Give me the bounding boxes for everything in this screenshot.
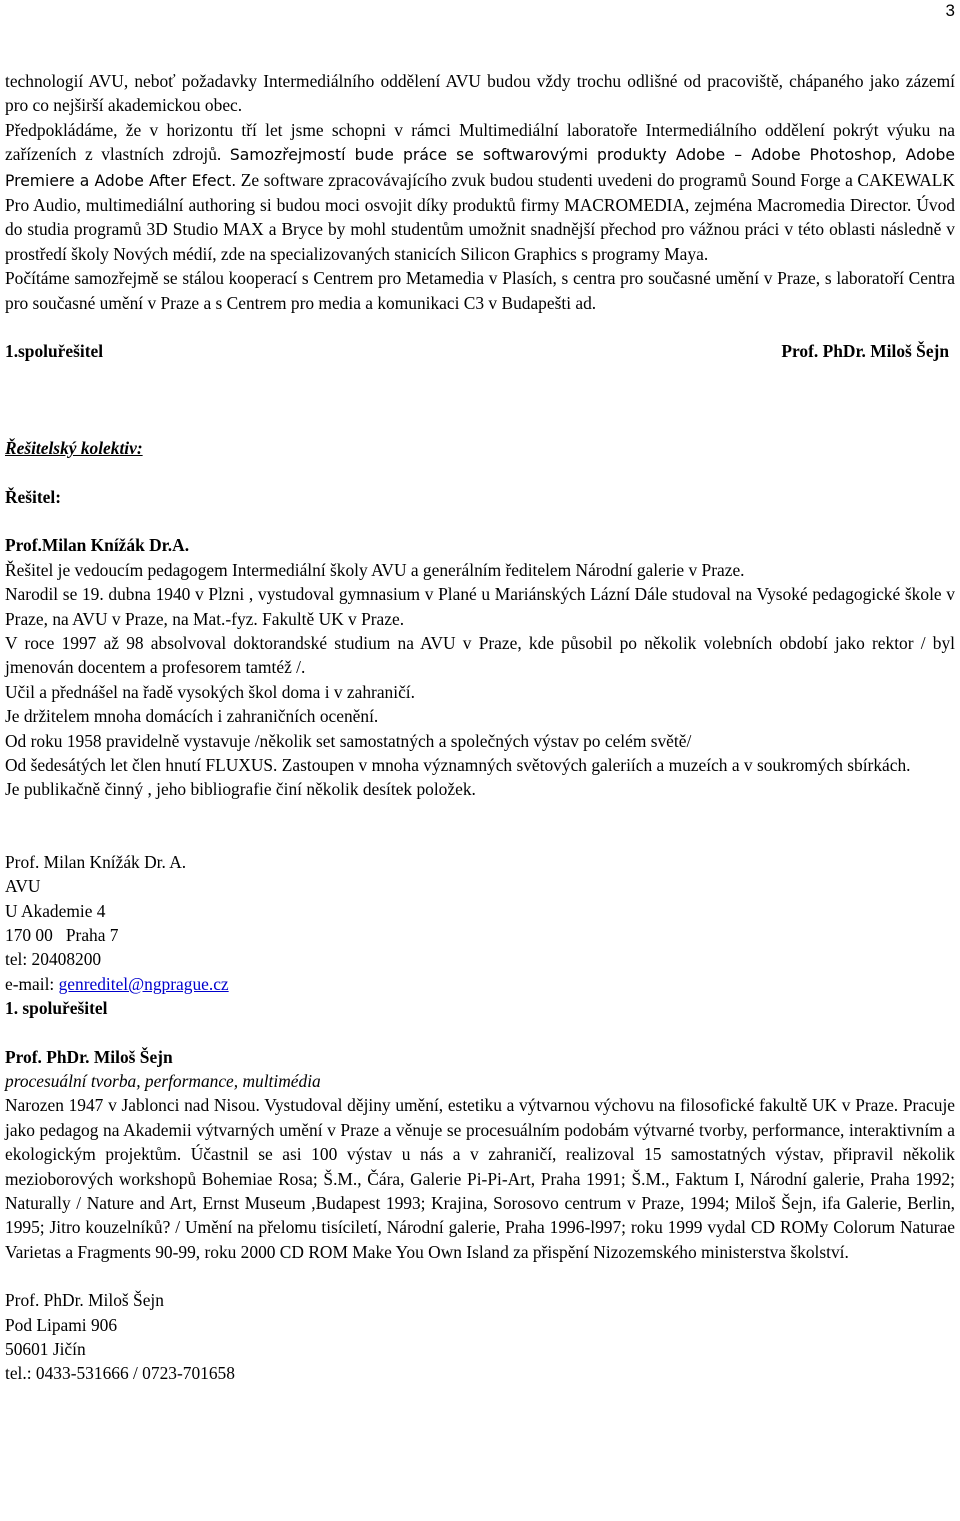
contact2-tel: tel.: 0433-531666 / 0723-701658 (5, 1363, 235, 1384)
contact1-city: 170 00 Praha 7 (5, 924, 119, 945)
solver-bio-line-6: Od roku 1958 pravidelně vystavuje /několik set samostatných a společných výstav po celém světě/ (5, 730, 692, 751)
solver-name: Prof.Milan Knížák Dr.A. (5, 535, 190, 556)
solver-bio-line-7: Od šedesátých let člen hnutí FLUXUS. Zastoupen v mnoha významných světových galeriích a muzeích a v soukromých sbírkách. (5, 754, 911, 775)
solver-bio-line-3: V roce 1997 až 98 absolvoval doktorandské studium na AVU v Praze, kde působil po několik volebních období jako rektor / byl jmenován docentem a profesorem tamtéž /. (5, 632, 955, 678)
contact1-org: AVU (5, 876, 41, 897)
cosolver-specialty: procesuální tvorba, performance, multimédia (5, 1071, 321, 1091)
signature-right: Prof. PhDr. Miloš Šejn (781, 341, 949, 362)
cosolver-name: Prof. PhDr. Miloš Šejn (5, 1046, 173, 1067)
cosolver-contact-block (5, 1288, 955, 1386)
contact1-email-line (5, 972, 955, 996)
solver-bio-line-1: Řešitel je vedoucím pedagogem Intermediální školy AVU a generálním ředitelem Národní galerie v Praze. (5, 559, 745, 580)
intro-paragraph-2 (5, 118, 955, 266)
intro-paragraph-1: technologií AVU, neboť požadavky Intermediálního oddělení AVU budou vždy trochu odlišné od pracoviště, chápaného jako zázemí pro co nejširší akademickou obec. (5, 71, 955, 116)
signature-line (5, 339, 955, 363)
contact2-city: 50601 Jičín (5, 1339, 86, 1360)
solver-bio-line-8: Je publikačně činný , jeho bibliografie činí několik desítek položek. (5, 779, 476, 800)
document-body (5, 69, 955, 1386)
solver-bio-line-2: Narodil se 19. dubna 1940 v Plzni , vystudoval gymnasium v Plané u Mariánských Lázní Dále studoval na Vysoké pedagogické škole v Praze, na AVU v Praze, na Mat.-fyz. Fakultě UK v Praze. (5, 584, 955, 629)
solver-bio-line-4: Učil a přednášel na řadě vysokých škol doma i v zahraničí. (5, 681, 415, 702)
contact1-email-label: e-mail: (5, 973, 59, 994)
contact1-email-link[interactable]: genreditel@ngprague.cz (58, 973, 229, 994)
team-heading: Řešitelský kolektiv: (5, 438, 143, 459)
solver-contact-block (5, 850, 955, 1021)
solver-label: Řešitel: (5, 486, 62, 507)
cosolver-bio: Narozen 1947 v Jablonci nad Nisou. Vystudoval dějiny umění, estetiku a výtvarnou výchovu na filosofické fakultě UK v Praze. Pracuje jako pedagog na Akademii výtvarných umění v Praze a věnuje se procesuálním podobám výtvarné tvorby, performance, interaktivním a ekologickým projektům. Účastnil se asi 100 výstav u nás a v zahraničí, realizoval 15 samostatných výstav, připravil několik mezioborových workshopů Bohemiae Rosa; Š.M., Čára, Galerie Pi-Pi-Art, Praha 1991; Š.M., Faktum I, Národní galerie, Praha 1992; Naturally / Nature and Art, Ernst Museum ,Budapest 1993; Krajina, Sorosovo centrum v Praze, 1994; Miloš Šejn, ifa Galerie, Berlin, 1995; Jitro kouzelníků? / Umění na přelomu tisíciletí, Národní galerie, Praha 1996-l997; roku 1999 vydal CD ROMy Colorum Naturae Varietas a Fragments 90-99, roku 2000 CD ROM Make You Own Island za přispění Nizozemského ministerstva školství. (5, 1095, 955, 1262)
signature-left: 1.spoluřešitel (5, 341, 104, 362)
solver-bio-line-5: Je držitelem mnoha domácích i zahraničních ocenění. (5, 706, 379, 727)
intro-p2-part3: Úvod do studia programů 3D Studio MAX a Bryce by mohl studentům umožnit snadnější přechod pro vážnou práci v této oblasti následně v prostředí školy Nových médií, zde na specializovaných stanicích Silicon Graphics s programy Maya. (5, 195, 955, 264)
intro-p2-adobe: Samozřejmostí bude práce se softwarovými produkty Adobe – Adobe Photoshop, Adobe Premiere a Adobe After Efect. (5, 146, 955, 190)
contact1-tel: tel: 20408200 (5, 949, 102, 970)
page-number: 3 (945, 1, 955, 20)
contact2-street: Pod Lipami 906 (5, 1314, 118, 1335)
intro-paragraph-3: Počítáme samozřejmě se stálou kooperací s Centrem pro Metamedia v Plasích, s centra pro současné umění v Praze, s laboratoří Centra pro současné umění v Praze a s Centrem pro media a komunikaci C3 v Budapešti ad. (5, 268, 955, 313)
cosolver-label: 1. spoluřešitel (5, 998, 108, 1019)
contact2-name: Prof. PhDr. Miloš Šejn (5, 1290, 164, 1311)
intro-p2-part1: Předpokládáme, že v horizontu tří let jsme schopni v rámci Multimediální laboratoře Intermediálního oddělení pokrýt výuku na zařízeních z vlastních zdrojů. (5, 119, 955, 165)
intro-p2-part2: Ze software zpracovávajícího zvuk budou studenti uvedeni do programů Sound Forge a CAKEWALK Pro Audio, multimediální authoring si budou moci osvojit díky produktů firmy MACROMEDIA, zejména Macromedia Director. (5, 169, 955, 216)
contact1-street: U Akademie 4 (5, 900, 106, 921)
contact1-name: Prof. Milan Knížák Dr. A. (5, 851, 187, 872)
